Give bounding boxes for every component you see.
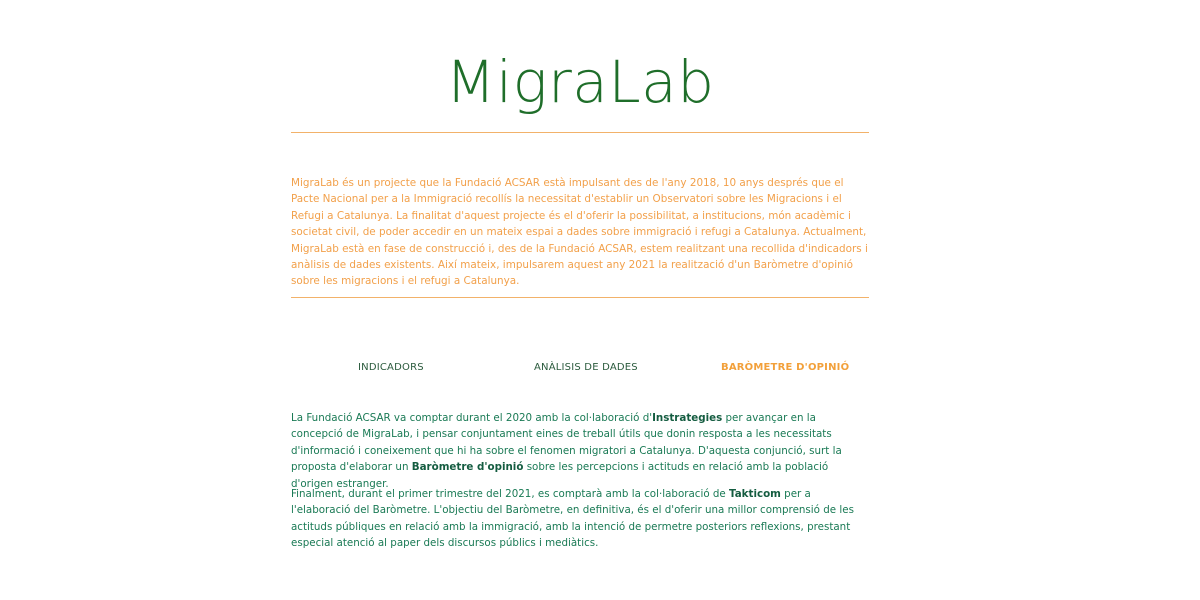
site-title: MigraLab [445,48,715,116]
p2-text-b: per a l'elaboració del Baròmetre. L'objectiu del Baròmetre, en definitiva, és el d'oferir una millor comprensió de les actituds públiques en relació amb la immigració, amb la intenció de permetre posteriors reflexions, prestant especial atenció al paper dels discursos públics i mediàtics. [291,488,854,550]
takticom-highlight: Takticom [729,488,781,500]
divider-top [291,132,869,133]
tab-analisis-de-dades[interactable]: ANÀLISIS DE DADES [534,362,638,373]
tab-indicadors[interactable]: INDICADORS [358,362,424,373]
divider-bottom [291,297,869,298]
content-paragraph-1 [291,410,869,492]
p1-text-a: La Fundació ACSAR va comptar durant el 2020 amb la col·laboració d' [291,412,653,424]
section-tabs [291,362,871,378]
intro-paragraph: MigraLab és un projecte que la Fundació ACSAR està impulsant des de l'any 2018, 10 anys després que el Pacte Nacional per a la Immigració recollís la necessitat d'establir un Observatori sobre les Migracions i el Refugi a Catalunya. La finalitat d'aquest projecte és el d'oferir la possibilitat, a institucions, món acadèmic i societat civil, de poder accedir en un mateix espai a dades sobre immigració i refugi a Catalunya. Actualment, MigraLab està en fase de construcció i, des de la Fundació ACSAR, estem realitzant una recollida d'indicadors i anàlisis de dades existents. Així mateix, impulsarem aquest any 2021 la realització d'un Baròmetre d'opinió sobre les migracions i el refugi a Catalunya. [291,177,868,288]
barometre-highlight: Baròmetre d'opinió [411,461,524,474]
p2-text-a: Finalment, durant el primer trimestre del 2021, es comptarà amb la col·laboració de [291,488,730,500]
content-paragraph-2 [291,486,869,552]
instrategies-highlight: Instrategies [652,412,723,424]
p1-text-b: per avançar en la concepció de MigraLab, i pensar conjuntament eines de treball útils que donin resposta a les necessitats d'informació i coneixement que hi ha sobre el fenomen migratori a Catalunya. D'aquesta conjunció, surt la proposta d'elaborar un [291,412,842,474]
p1-text-c: sobre les percepcions i actituds en relació amb la població d'origen estranger. [291,461,829,490]
tab-barometre-opinio[interactable]: BARÒMETRE D'OPINIÓ [721,362,850,373]
